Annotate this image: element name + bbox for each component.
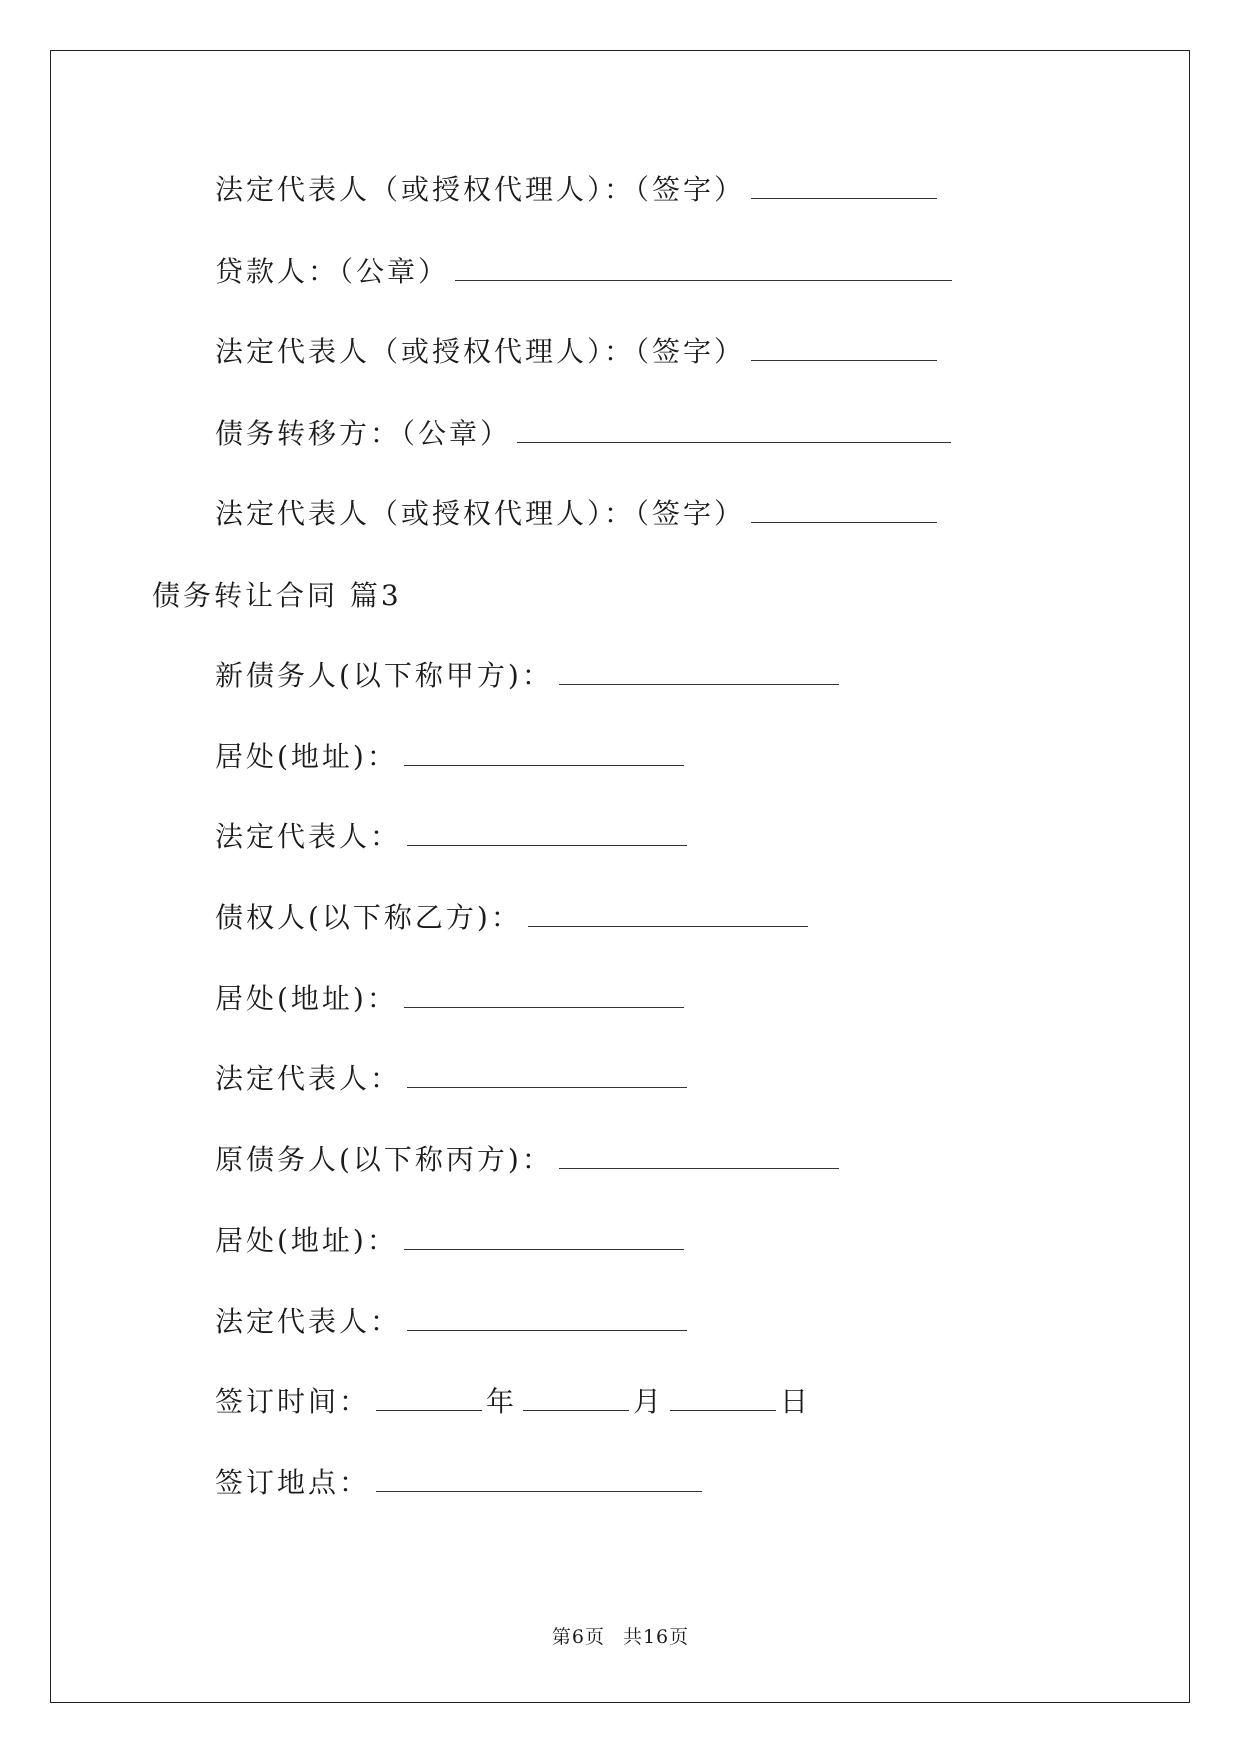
- party-label: 新债务人(以下称甲方)：: [215, 659, 553, 692]
- party-line-rep-c: [215, 1302, 691, 1342]
- section-title: [152, 576, 402, 616]
- party-label: 原债务人(以下称丙方)：: [215, 1143, 553, 1176]
- year-label: 年: [486, 1385, 518, 1418]
- page-current: 第6页: [551, 1626, 605, 1648]
- page-footer: [0, 1622, 1241, 1649]
- party-line-address-a: [215, 737, 688, 777]
- party-label: 法定代表人：: [215, 1305, 402, 1338]
- party-label: 居处(地址)：: [215, 1224, 398, 1257]
- signature-line-3: [215, 332, 941, 372]
- party-label: 居处(地址)：: [215, 740, 398, 773]
- party-line-address-b: [215, 979, 688, 1019]
- sign-place-label: 签订地点：: [215, 1466, 371, 1499]
- party-line-address-c: [215, 1221, 688, 1261]
- party-blank[interactable]: [528, 900, 808, 927]
- place-blank[interactable]: [376, 1465, 702, 1492]
- party-blank[interactable]: [407, 1061, 687, 1088]
- day-blank[interactable]: [670, 1384, 776, 1411]
- party-blank[interactable]: [407, 1304, 687, 1331]
- sign-date-line: [215, 1382, 811, 1422]
- month-label: 月: [633, 1385, 665, 1418]
- seal-blank[interactable]: [455, 254, 952, 281]
- signature-label: 债务转移方：（公章）: [215, 417, 512, 450]
- party-blank[interactable]: [404, 739, 684, 766]
- signature-line-4: [215, 414, 955, 454]
- section-title-text: 债务转让合同 篇3: [152, 579, 402, 612]
- party-label: 居处(地址)：: [215, 982, 398, 1015]
- party-label: 债权人(以下称乙方)：: [215, 901, 522, 934]
- party-line-original-debtor: [215, 1140, 843, 1180]
- party-blank[interactable]: [407, 819, 687, 846]
- party-blank[interactable]: [404, 981, 684, 1008]
- signature-line-5: [215, 494, 941, 534]
- month-blank[interactable]: [523, 1384, 629, 1411]
- party-line-rep-b: [215, 1059, 691, 1099]
- party-line-creditor: [215, 898, 812, 938]
- signature-label: 法定代表人（或授权代理人）：（签字）: [215, 335, 746, 368]
- sign-date-label: 签订时间：: [215, 1385, 371, 1418]
- signature-line-1: [215, 170, 941, 210]
- signature-blank[interactable]: [751, 334, 937, 361]
- seal-blank[interactable]: [517, 416, 951, 443]
- day-label: 日: [780, 1385, 812, 1418]
- party-blank[interactable]: [404, 1223, 684, 1250]
- signature-blank[interactable]: [751, 496, 937, 523]
- party-blank[interactable]: [559, 658, 839, 685]
- party-label: 法定代表人：: [215, 820, 402, 853]
- signature-blank[interactable]: [751, 172, 937, 199]
- year-blank[interactable]: [376, 1384, 482, 1411]
- party-blank[interactable]: [559, 1142, 839, 1169]
- signature-line-2: [215, 252, 956, 292]
- signature-label: 贷款人：（公章）: [215, 255, 450, 288]
- signature-label: 法定代表人（或授权代理人）：（签字）: [215, 497, 746, 530]
- page-frame: [50, 50, 1190, 1703]
- party-line-rep-a: [215, 817, 691, 857]
- party-label: 法定代表人：: [215, 1062, 402, 1095]
- signature-label: 法定代表人（或授权代理人）：（签字）: [215, 173, 746, 206]
- party-line-new-debtor: [215, 656, 843, 696]
- sign-place-line: [215, 1463, 706, 1503]
- page-total: 共16页: [622, 1626, 690, 1648]
